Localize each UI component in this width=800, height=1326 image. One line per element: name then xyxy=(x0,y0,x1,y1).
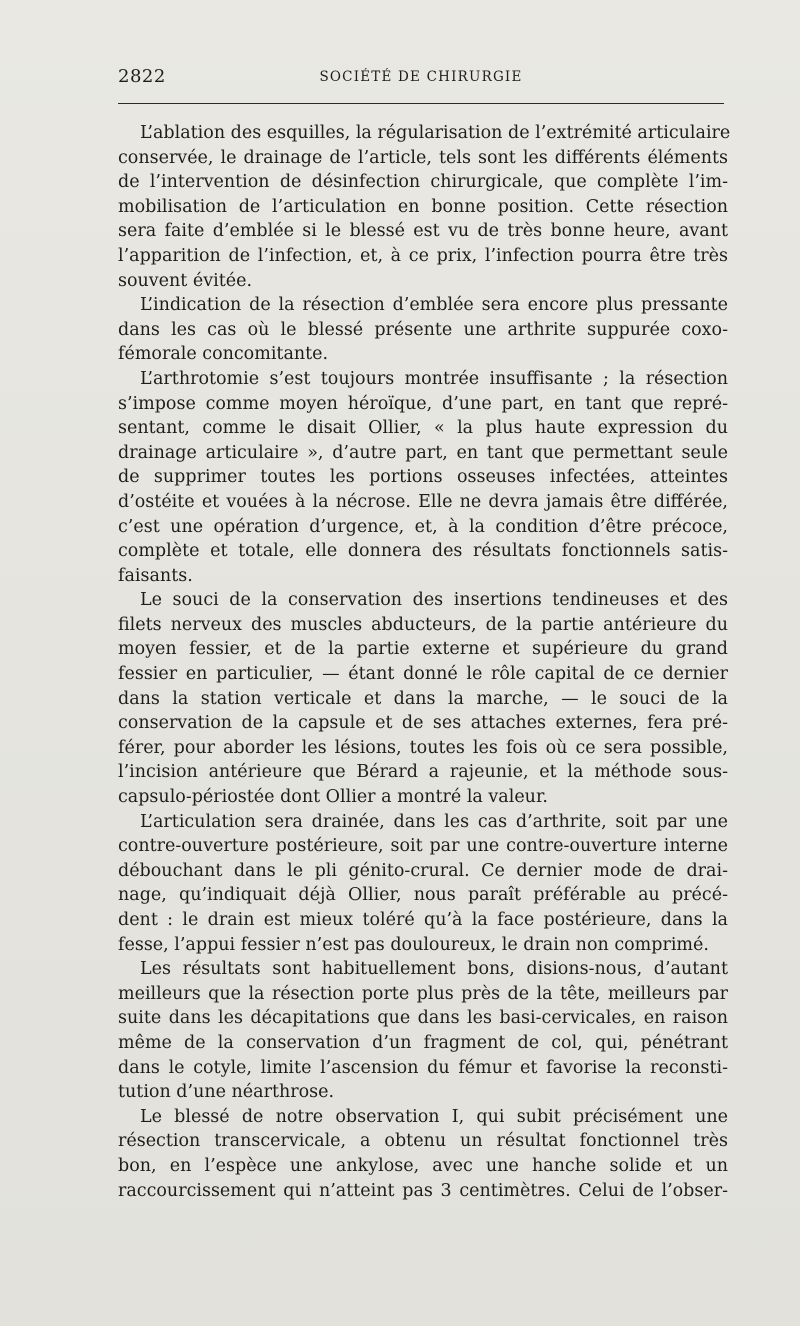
text-line: tution d’une néarthrose. xyxy=(118,1082,335,1103)
text-line: conservation de la capsule et de ses attaches externes, fera pré- xyxy=(118,713,728,734)
text-line: s’impose comme moyen héroïque, d’une part, en tant que repré- xyxy=(118,393,728,414)
text-line: Les résultats sont habituellement bons, disions-nous, d’autant xyxy=(140,959,728,980)
text-line: raccourcissement qui n’atteint pas 3 centimètres. Celui de l’obser- xyxy=(118,1180,728,1201)
text-line: bon, en l’espèce une ankylose, avec une hanche solide et un xyxy=(118,1155,728,1176)
text-line: L’articulation sera drainée, dans les cas d’arthrite, soit par une xyxy=(140,811,728,832)
text-line: L’ablation des esquilles, la régularisation de l’extrémité articulaire xyxy=(140,123,731,143)
paragraph xyxy=(118,810,728,958)
text-line: sera faite d’emblée si le blessé est vu de très bonne heure, avant xyxy=(118,221,728,242)
text-line: Le blessé de notre observation I, qui subit précisément une xyxy=(140,1106,728,1127)
running-head: SOCIÉTÉ DE CHIRURGIE xyxy=(319,69,523,85)
text-line: d’ostéite et vouées à la nécrose. Elle ne devra jamais être différée, xyxy=(118,491,728,512)
text-line: L’indication de la résection d’emblée sera encore plus pressante xyxy=(140,295,728,316)
text-line: nage, qu’indiquait déjà Ollier, nous paraît préférable au précé- xyxy=(118,885,728,906)
text-line: fessier en particulier, — étant donné le rôle capital de ce dernier xyxy=(118,664,728,685)
text-line: moyen fessier, et de la partie externe et supérieure du grand xyxy=(118,639,728,660)
text-line: contre-ouverture postérieure, soit par une contre-ouverture interne xyxy=(118,836,728,857)
text-line: souvent évitée. xyxy=(118,270,253,291)
page-header xyxy=(118,66,724,94)
text-line: l’incision antérieure que Bérard a rajeunie, et la méthode sous- xyxy=(118,762,728,783)
paragraph xyxy=(118,293,728,367)
text-line: drainage articulaire », d’autre part, en tant que permettant seule xyxy=(118,442,728,463)
text-line: débouchant dans le pli génito-crural. Ce dernier mode de drai- xyxy=(118,860,728,881)
paragraph xyxy=(118,957,728,1105)
text-line: dans la station verticale et dans la marche, — le souci de la xyxy=(118,688,728,709)
text-line: de l’intervention de désinfection chirurgicale, que complète l’im- xyxy=(118,172,728,193)
paragraph xyxy=(118,121,731,293)
text-line: dans les cas où le blessé présente une arthrite suppurée coxo- xyxy=(118,319,728,340)
paragraph xyxy=(118,588,728,809)
paragraph xyxy=(118,1105,728,1203)
text-line: suite dans les décapitations que dans les basi-cervicales, en raison xyxy=(118,1008,728,1029)
text-line: sentant, comme le disait Ollier, « la plus haute expression du xyxy=(118,418,728,439)
text-line: filets nerveux des muscles abducteurs, de la partie antérieure du xyxy=(118,614,728,635)
text-line: c’est une opération d’urgence, et, à la condition d’être précoce, xyxy=(118,516,728,537)
text-line: L’arthrotomie s’est toujours montrée insuffisante ; la résection xyxy=(140,368,728,389)
text-line: faisants. xyxy=(118,565,193,586)
text-line: même de la conservation d’un fragment de col, qui, pénétrant xyxy=(118,1032,728,1053)
text-line: mobilisation de l’articulation en bonne position. Cette résection xyxy=(118,196,728,217)
text-line: l’apparition de l’infection, et, à ce prix, l’infection pourra être très xyxy=(118,245,728,266)
text-line: conservée, le drainage de l’article, tels sont les différents éléments xyxy=(118,147,728,168)
text-line: résection transcervicale, a obtenu un résultat fonctionnel très xyxy=(118,1131,728,1152)
text-line: Le souci de la conservation des insertions tendineuses et des xyxy=(140,590,728,611)
text-line: dent : le drain est mieux toléré qu’à la face postérieure, dans la xyxy=(118,910,728,930)
text-line: dans le cotyle, limite l’ascension du fémur et favorise la reconsti- xyxy=(118,1057,728,1078)
header-rule xyxy=(118,103,724,104)
text-line: complète et totale, elle donnera des résultats fonctionnels satis- xyxy=(118,541,728,562)
paragraph xyxy=(118,367,728,588)
text-line: capsulo-périostée dont Ollier a montré la valeur. xyxy=(118,787,548,808)
text-line: férer, pour aborder les lésions, toutes les fois où ce sera possible, xyxy=(118,737,728,758)
page-number: 2822 xyxy=(118,66,166,87)
text-line: meilleurs que la résection porte plus près de la tête, meilleurs par xyxy=(118,983,728,1004)
text-line: fesse, l’appui fessier n’est pas douloureux, le drain non comprimé. xyxy=(118,934,709,955)
text-line: fémorale concomitante. xyxy=(118,344,329,365)
text-line: de supprimer toutes les portions osseuses infectées, atteintes xyxy=(118,467,728,488)
body-text xyxy=(118,121,731,1203)
